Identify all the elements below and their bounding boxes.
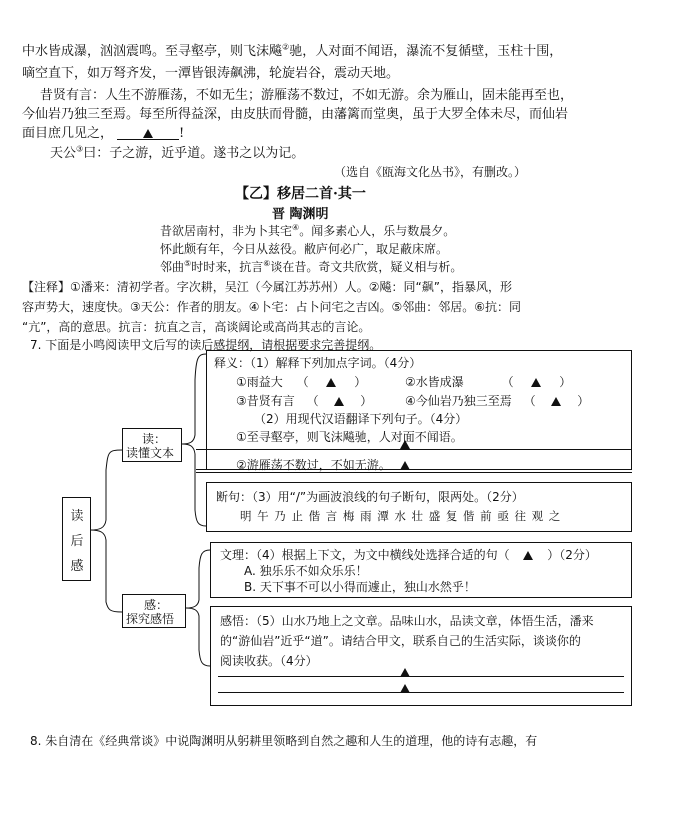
poem-line-1: 昔欲居南村，非为卜其宅④。闻多素心人，乐与数晨夕。	[160, 223, 456, 238]
translate-2: ②游雁荡不数过，不如无游。	[236, 458, 391, 472]
root-label: 读 后 感	[70, 509, 84, 574]
ganwu-line-1: 感悟：（5）山水乃地上之文章。品味山水，品读文章，体悟生活，潘来	[220, 614, 594, 628]
shiyi-head: 释义：（1）解释下列加点字词。（4分）	[214, 356, 422, 370]
shiyi-item-4: ④今仙岩乃独三至焉 （ ）	[405, 394, 590, 408]
passage-source: （选自《瓯海文化丛书》，有删改。）	[334, 165, 527, 179]
answer-marker-icon	[326, 378, 336, 387]
duanju-head: 断句：（3）用“/”为画波浪线的句子断句，限两处。（2分）	[216, 490, 524, 504]
answer-line[interactable]	[218, 692, 624, 693]
answer-blank[interactable]	[117, 127, 179, 140]
branch-read-label: 读懂文本	[126, 446, 175, 460]
shiyi-item-2: ②水皆成瀑 （ ）	[405, 375, 572, 389]
answer-line[interactable]	[196, 472, 632, 473]
poem-author: 晋 陶渊明	[272, 207, 329, 222]
passage-line-1: 中水皆成瀑，汹汹震鸣。至寻壑亭，则飞沫飚②驰，人对面不闻语，瀑流不复循壁，玉柱十围，	[22, 42, 563, 59]
wenli-option-b[interactable]: B. 天下事不可以小得而遽止，独山水然乎！	[244, 580, 476, 594]
passage-line-4: 今仙岩乃独三至焉。每至所得益深，由皮肤而骨髓，由藩篱而堂奥，虽于大罗全体未尽，而仙岩	[22, 107, 569, 122]
passage-line-3: 昔贤有言：人生不游雁荡，不如无生；游雁荡不数过，不如无游。余为雁山，固未能再至也，	[40, 88, 574, 103]
answer-line[interactable]	[218, 676, 624, 677]
ganwu-line-2: 的“游仙岩”近乎“道”。请结合甲文，联系自己的生活实际，谈谈你的	[220, 634, 581, 648]
shiyi-item-1: ①雨益大 （ ）	[236, 375, 367, 389]
q8-text: 8. 朱自清在《经典常谈》中说陶渊明从躬耕里领略到自然之趣和人生的道理，他的诗有志趣，有	[30, 734, 538, 748]
branch-feel-title: 感：	[144, 598, 169, 612]
answer-marker-icon	[531, 378, 541, 387]
root-brace	[88, 440, 124, 620]
branch-read-title: 读：	[142, 432, 167, 446]
notes-line-2: 容声势大，速度快。③天公：作者的朋友。④卜宅：占卜问宅之吉凶。⑤邻曲：邻居。⑥抗：同	[22, 300, 522, 314]
shiyi-item-3: ③昔贤有言 （ ）	[236, 394, 373, 408]
poem-title: 【乙】移居二首·其一	[235, 186, 366, 202]
passage-line-5: 面目庶几见之， !	[22, 126, 185, 141]
ganwu-line-3: 阅读收获。（4分）	[220, 654, 318, 668]
poem-line-2: 怀此颇有年，今日从兹役。敝庐何必广，取足蔽床席。	[160, 242, 449, 256]
answer-marker-icon	[334, 397, 344, 406]
wenli-option-a[interactable]: A. 独乐乐不如众乐乐！	[244, 564, 368, 578]
answer-marker-icon	[400, 461, 410, 470]
branch-feel-label: 探究感悟	[126, 612, 175, 626]
answer-marker-icon	[143, 129, 153, 138]
answer-marker-icon	[400, 440, 410, 449]
wenli-head: 文理：（4）根据上下文，为文中横线处选择合适的句（ ）（2分）	[220, 548, 597, 562]
q7-intro: 7. 下面是小鸣阅读甲文后写的读后感提纲，请根据要求完善提纲。	[30, 338, 382, 352]
answer-marker-icon	[551, 397, 561, 406]
poem-line-3: 邻曲⑤时时来，抗言⑥谈在昔。奇文共欣赏，疑义相与析。	[160, 259, 463, 274]
answer-line[interactable]	[196, 469, 632, 470]
answer-marker-icon	[523, 551, 533, 560]
notes-line-3: “亢”，高的意思。抗言：抗直之言，高谈阔论或高尚其志的言论。	[22, 320, 371, 334]
answer-marker-icon	[400, 684, 410, 693]
answer-line[interactable]	[196, 449, 632, 450]
feel-brace	[184, 538, 212, 688]
shiyi-sub2: （2）用现代汉语翻译下列句子。（4分）	[254, 412, 468, 426]
duanju-sentence[interactable]: 明 午 乃 止 偕 言 梅 雨 潭 水 壮 盛 复 偕 前 亟 往 观 之	[240, 509, 562, 523]
translate-1: ①至寻壑亭，则飞沫飚驰，人对面不闻语。	[236, 430, 463, 444]
passage-line-6: 天公③曰：子之游，近乎道。遂书之以为记。	[50, 144, 305, 161]
passage-line-2: 嘀空直下，如万弩齐发，一潭皆银涛飙沸，轮旋岩谷，震动天地。	[22, 66, 400, 81]
notes-line-1: 【注释】①潘来：清初学者。字次耕，吴江（今属江苏苏州）人。②飚：同“飙”，指暴风，形	[22, 280, 512, 294]
answer-marker-icon	[400, 668, 410, 677]
